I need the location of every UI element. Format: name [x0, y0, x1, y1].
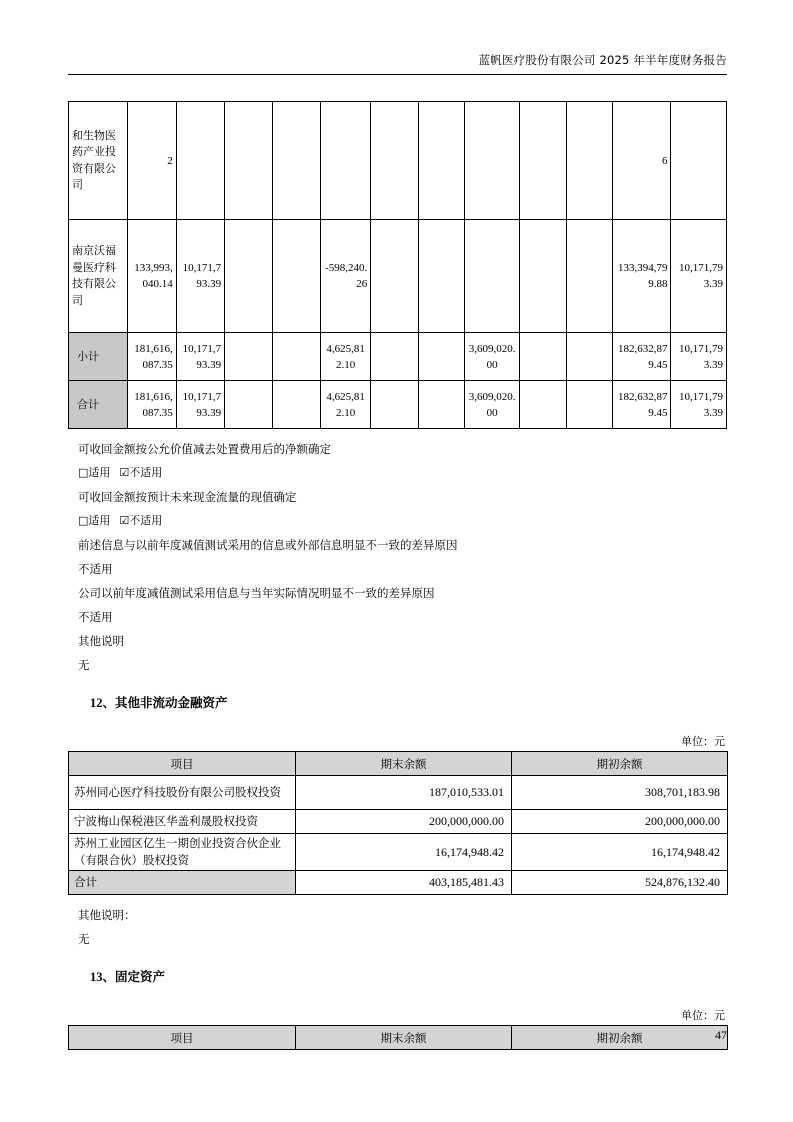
row-cell	[371, 220, 418, 333]
total-cell	[371, 381, 418, 429]
table-row	[69, 810, 728, 834]
row-ending-balance: 187,010,533.01	[296, 776, 512, 810]
subtotal-cell: 4,625,812.10	[320, 333, 370, 381]
other-non-current-financial-assets-table	[68, 751, 728, 895]
table-header-row	[69, 1026, 728, 1050]
row-cell: 133,394,799.88	[613, 220, 671, 333]
total-cell	[225, 381, 272, 429]
row-entity-name: 南京沃福曼医疗科技有限公司	[69, 220, 128, 333]
row-cell	[176, 102, 224, 220]
row-cell	[566, 102, 612, 220]
section-13-number: 13、	[90, 970, 116, 984]
subtotal-cell	[225, 333, 272, 381]
note-line-prior-year-inconsistency-question: 前述信息与以前年度减值测试采用的信息或外部信息明显不一致的差异原因	[78, 538, 458, 552]
checkbox-unchecked-icon[interactable]: □	[78, 466, 89, 479]
applicable-label: 适用	[88, 466, 111, 479]
not-applicable-label: 不适用	[129, 466, 163, 479]
row-cell: 10,171,793.39	[671, 220, 727, 333]
row-cell	[371, 102, 418, 220]
impairment-continuation-table	[68, 101, 727, 429]
row-cell	[464, 102, 519, 220]
table-row-total	[69, 871, 728, 895]
section-12-number: 12、	[90, 696, 116, 710]
row-cell: 6	[613, 102, 671, 220]
row-item-label: 苏州同心医疗科技股份有限公司股权投资	[69, 776, 296, 810]
page-content	[68, 101, 727, 1050]
row-cell: 133,993,040.14	[128, 220, 176, 333]
checkbox-checked-icon[interactable]: ☑	[119, 466, 130, 479]
note-line-recoverable-fair-value: 可收回金额按公允价值减去处置费用后的净额确定	[78, 442, 331, 456]
row-cell	[520, 220, 566, 333]
row-cell	[464, 220, 519, 333]
row-cell	[225, 102, 272, 220]
row-cell	[320, 102, 370, 220]
note-line-actual-vs-test-answer: 不适用	[78, 610, 113, 624]
total-label: 合计	[69, 871, 296, 895]
subtotal-cell	[371, 333, 418, 381]
total-cell: 10,171,793.39	[671, 381, 727, 429]
row-beginning-balance: 16,174,948.42	[512, 834, 728, 871]
applicability-choice-2	[68, 509, 727, 533]
header-divider-rule	[68, 74, 727, 75]
column-header-ending-balance: 期末余额	[296, 1026, 512, 1050]
subtotal-cell	[272, 333, 320, 381]
checkbox-checked-icon[interactable]: ☑	[119, 514, 130, 527]
note-line-recoverable-present-value: 可收回金额按预计未来现金流量的现值确定	[78, 490, 297, 504]
row-cell	[418, 220, 464, 333]
row-cell: -598,240.26	[320, 220, 370, 333]
column-header-beginning-balance: 期初余额	[512, 1026, 728, 1050]
total-beginning-balance: 524,876,132.40	[512, 871, 728, 895]
section-13-title: 固定资产	[115, 969, 166, 984]
column-header-item: 项目	[69, 1026, 296, 1050]
table-row	[69, 776, 728, 810]
row-cell: 2	[128, 102, 176, 220]
section-12-other-explanation-label: 其他说明：	[78, 908, 136, 922]
section-13-heading	[68, 967, 727, 987]
subtotal-cell	[566, 333, 612, 381]
table-row-subtotal	[69, 333, 727, 381]
total-cell: 4,625,812.10	[320, 381, 370, 429]
subtotal-cell: 10,171,793.39	[176, 333, 224, 381]
row-ending-balance: 200,000,000.00	[296, 810, 512, 834]
subtotal-cell	[418, 333, 464, 381]
table-row	[69, 834, 728, 871]
table-row	[69, 220, 727, 333]
column-header-item: 项目	[69, 752, 296, 776]
subtotal-cell: 181,616,087.35	[128, 333, 176, 381]
row-cell	[671, 102, 727, 220]
total-cell: 3,609,020.00	[464, 381, 519, 429]
checkbox-unchecked-icon[interactable]: □	[78, 514, 89, 527]
page-number: 47	[715, 1028, 727, 1042]
total-cell	[418, 381, 464, 429]
row-entity-name: 和生物医药产业投资有限公司	[69, 102, 128, 220]
applicability-choice-1	[68, 461, 727, 485]
subtotal-cell: 3,609,020.00	[464, 333, 519, 381]
total-cell: 10,171,793.39	[176, 381, 224, 429]
subtotal-label: 小计	[69, 333, 128, 381]
row-cell	[225, 220, 272, 333]
note-line-other-explanation-label: 其他说明	[78, 634, 124, 648]
subtotal-cell: 10,171,793.39	[671, 333, 727, 381]
note-line-other-explanation-value: 无	[78, 658, 90, 672]
row-beginning-balance: 200,000,000.00	[512, 810, 728, 834]
total-label: 合计	[69, 381, 128, 429]
column-header-beginning-balance: 期初余额	[512, 752, 728, 776]
note-line-prior-year-inconsistency-answer: 不适用	[78, 562, 113, 576]
section-13-unit-label: 单位：元	[681, 1009, 725, 1022]
total-cell	[272, 381, 320, 429]
row-cell	[418, 102, 464, 220]
section-12-other-explanation-value: 无	[78, 932, 90, 946]
section-12-title: 其他非流动金融资产	[115, 695, 228, 710]
table-row	[69, 102, 727, 220]
total-cell: 182,632,879.45	[613, 381, 671, 429]
table-row-total	[69, 381, 727, 429]
row-item-label: 苏州工业园区亿生一期创业投资合伙企业（有限合伙）股权投资	[69, 834, 296, 871]
row-ending-balance: 16,174,948.42	[296, 834, 512, 871]
subtotal-cell	[520, 333, 566, 381]
total-cell	[566, 381, 612, 429]
total-cell	[520, 381, 566, 429]
not-applicable-label: 不适用	[129, 514, 163, 527]
subtotal-cell: 182,632,879.45	[613, 333, 671, 381]
row-cell	[520, 102, 566, 220]
row-cell: 10,171,793.39	[176, 220, 224, 333]
total-ending-balance: 403,185,481.43	[296, 871, 512, 895]
table-header-row	[69, 752, 728, 776]
row-cell	[566, 220, 612, 333]
note-line-actual-vs-test-question: 公司以前年度减值测试采用信息与当年实际情况明显不一致的差异原因	[78, 586, 435, 600]
row-beginning-balance: 308,701,183.98	[512, 776, 728, 810]
row-cell	[272, 220, 320, 333]
fixed-assets-table	[68, 1025, 728, 1050]
applicable-label: 适用	[88, 514, 111, 527]
section-12-heading	[68, 693, 727, 713]
row-cell	[272, 102, 320, 220]
section-12-unit-label: 单位：元	[681, 735, 725, 748]
total-cell: 181,616,087.35	[128, 381, 176, 429]
running-header: 蓝帆医疗股份有限公司 2025 年半年度财务报告	[478, 53, 727, 67]
column-header-ending-balance: 期末余额	[296, 752, 512, 776]
row-item-label: 宁波梅山保税港区华盖利晟股权投资	[69, 810, 296, 834]
